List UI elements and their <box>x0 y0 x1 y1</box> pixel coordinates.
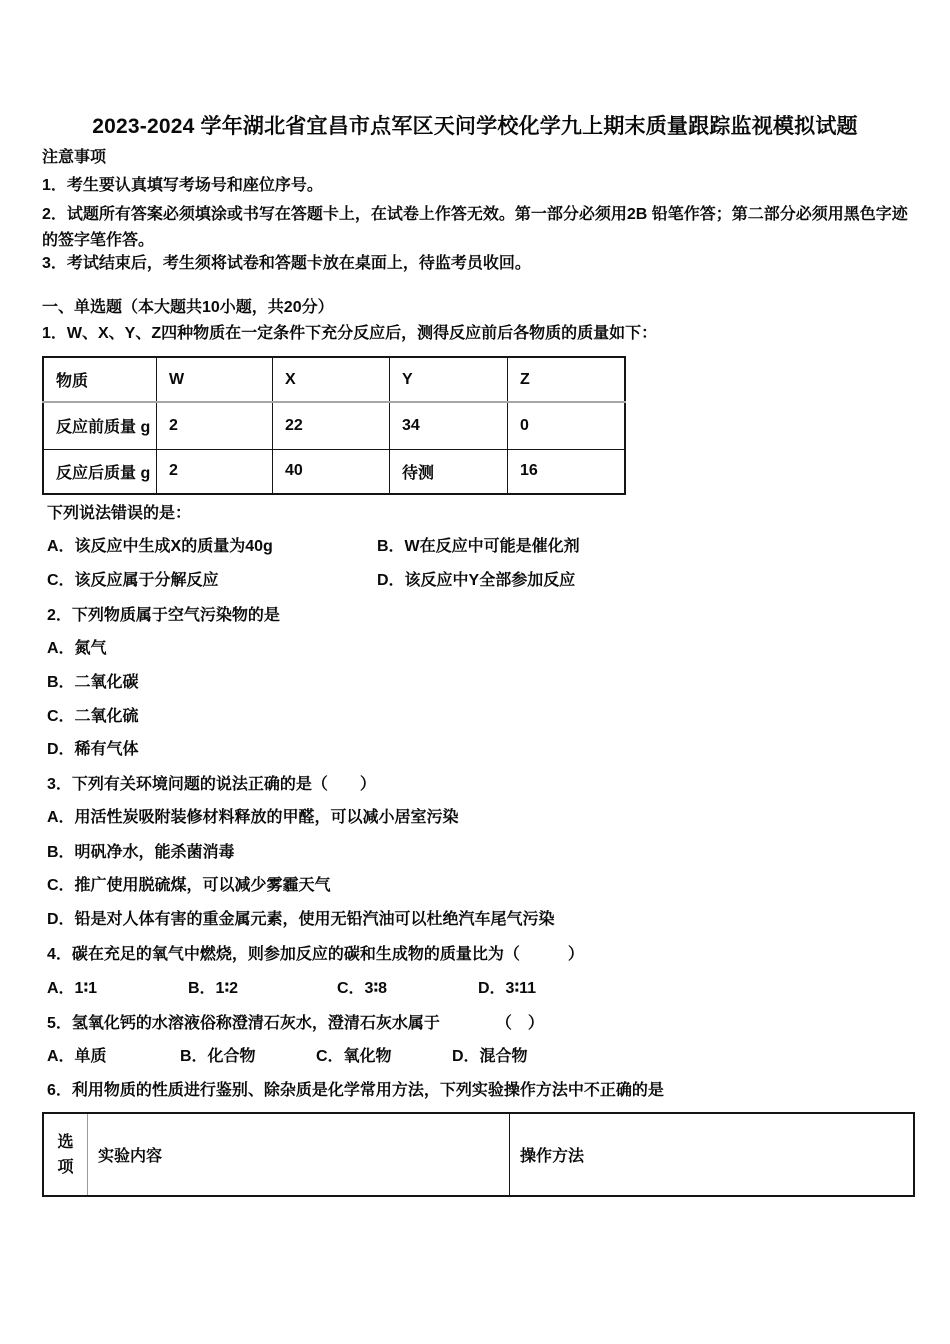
question-5-stem: 5．氢氧化钙的水溶液俗称澄清石灰水，澄清石灰水属于 （ ） <box>47 1015 544 1032</box>
q2-option-a: A．氮气 <box>47 640 107 657</box>
question-4-stem: 4．碳在充足的氧气中燃烧，则参加反应的碳和生成物的质量比为（ ） <box>47 946 584 963</box>
q5-option-b: B．化合物 <box>180 1048 256 1065</box>
table-row <box>43 402 625 449</box>
table-row <box>43 1113 914 1196</box>
q4-option-c: C．3∶8 <box>337 980 388 997</box>
question-1-options-row <box>47 571 575 591</box>
table-cell: 40 <box>273 449 390 494</box>
table-cell: 2 <box>157 449 273 494</box>
q2-option-d: D．稀有气体 <box>47 741 139 758</box>
q4-option-b: B．1∶2 <box>188 980 239 997</box>
question-1-options-row <box>47 537 580 557</box>
q1-option-b: B．W在反应中可能是催化剂 <box>377 538 580 555</box>
q3-option-b: B．明矾净水，能杀菌消毒 <box>47 844 235 861</box>
question-1-prompt: 下列说法错误的是： <box>47 505 192 522</box>
table-header-cell: W <box>157 357 273 402</box>
q2-option-b: B．二氧化碳 <box>47 674 139 691</box>
section-heading: 一、单选题（本大题共10小题，共20分） <box>42 299 334 316</box>
q6-experiment-table <box>42 1112 915 1197</box>
table-header-cell <box>43 1113 88 1196</box>
question-4-options-row <box>47 979 536 999</box>
q5-option-d: D．混合物 <box>452 1048 528 1065</box>
table-cell: 反应前质量 g <box>43 402 157 449</box>
table-cell: 16 <box>508 449 626 494</box>
question-3-stem: 3．下列有关环境问题的说法正确的是（ ） <box>47 776 376 793</box>
table-header-cell: 实验内容 <box>88 1113 510 1196</box>
table-cell: 2 <box>157 402 273 449</box>
table-header-cell: 操作方法 <box>510 1113 915 1196</box>
q1-mass-table <box>42 356 626 495</box>
q3-option-c: C．推广使用脱硫煤，可以减少雾霾天气 <box>47 877 331 894</box>
q3-option-d: D．铅是对人体有害的重金属元素，使用无铅汽油可以杜绝汽车尾气污染 <box>47 911 555 928</box>
notice-heading: 注意事项 <box>42 149 107 166</box>
table-header-cell: Y <box>390 357 508 402</box>
question-1-stem: 1．W、X、Y、Z四种物质在一定条件下充分反应后，测得反应前后各物质的质量如下： <box>42 325 658 342</box>
notice-item: 1．考生要认真填写考场号和座位序号。 <box>42 177 323 194</box>
table-cell: 22 <box>273 402 390 449</box>
q1-option-d: D．该反应中Y全部参加反应 <box>377 572 576 589</box>
question-6-stem: 6．利用物质的性质进行鉴别、除杂质是化学常用方法，下列实验操作方法中不正确的是 <box>47 1082 664 1099</box>
q3-option-a: A．用活性炭吸附装修材料释放的甲醛，可以减小居室污染 <box>47 809 459 826</box>
table-header-label: 选项 <box>57 1133 74 1176</box>
notice-item: 2．试题所有答案必须填涂或书写在答题卡上，在试卷上作答无效。第一部分必须用2B 铅笔作答；第二部分必须用黑色字迹的签字笔作答。 <box>42 206 908 249</box>
q5-option-a: A．单质 <box>47 1048 107 1065</box>
q1-option-a: A．该反应中生成X的质量为40g <box>47 538 273 555</box>
table-cell: 0 <box>508 402 626 449</box>
table-cell: 34 <box>390 402 508 449</box>
table-cell: 反应后质量 g <box>43 449 157 494</box>
q1-option-c: C．该反应属于分解反应 <box>47 572 219 589</box>
notice-item: 3．考试结束后，考生须将试卷和答题卡放在桌面上，待监考员收回。 <box>42 255 531 272</box>
page-title: 2023-2024 学年湖北省宜昌市点军区天问学校化学九上期末质量跟踪监视模拟试题 <box>92 115 858 138</box>
table-cell: 待测 <box>390 449 508 494</box>
q5-option-c: C．氧化物 <box>316 1048 392 1065</box>
q4-option-d: D．3∶11 <box>478 980 537 997</box>
question-5-options-row <box>47 1047 528 1067</box>
question-2-stem: 2．下列物质属于空气污染物的是 <box>47 607 280 624</box>
table-row <box>43 449 625 494</box>
table-header-cell: X <box>273 357 390 402</box>
q2-option-c: C．二氧化硫 <box>47 708 139 725</box>
q4-option-a: A．1∶1 <box>47 980 98 997</box>
table-header-cell: Z <box>508 357 626 402</box>
table-header-cell: 物质 <box>43 357 157 402</box>
table-row <box>43 357 625 402</box>
